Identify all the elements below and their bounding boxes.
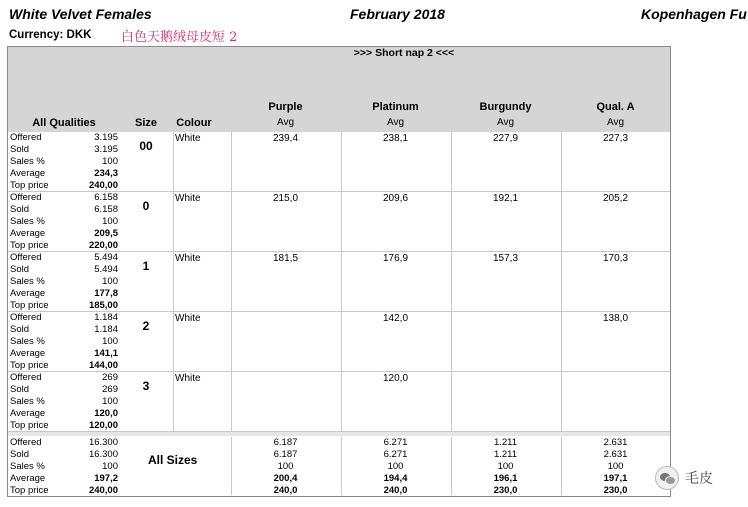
avg-price: 170,3 bbox=[602, 253, 629, 264]
stat-label: Average bbox=[10, 288, 46, 299]
total-value: 1.211 bbox=[493, 437, 518, 448]
stat-value: 100 bbox=[102, 156, 118, 167]
total-value: 2.631 bbox=[603, 437, 628, 448]
avg-subheader: Avg bbox=[496, 117, 515, 128]
stat-value: 177,8 bbox=[94, 288, 118, 299]
wechat-icon bbox=[655, 466, 679, 490]
stat-label: Sales % bbox=[10, 461, 45, 472]
avg-price: 205,2 bbox=[602, 193, 629, 204]
stat-value: 269 bbox=[102, 384, 118, 395]
stat-label: Average bbox=[10, 473, 46, 484]
stat-label: Top price bbox=[10, 300, 49, 311]
colour-value: White bbox=[175, 373, 201, 384]
avg-price: 238,1 bbox=[382, 133, 409, 144]
total-value: 100 bbox=[497, 461, 514, 472]
stat-label: Top price bbox=[10, 485, 49, 496]
total-column bbox=[451, 437, 560, 497]
stat-value: 3.195 bbox=[94, 144, 118, 155]
stat-value: 269 bbox=[102, 372, 118, 383]
stat-value: 100 bbox=[102, 336, 118, 347]
avg-subheader: Avg bbox=[606, 117, 625, 128]
stat-value: 1.184 bbox=[94, 312, 118, 323]
column-divider bbox=[341, 132, 342, 432]
stat-value: 209,5 bbox=[94, 228, 118, 239]
total-value: 6.271 bbox=[383, 449, 408, 460]
auction-house: Kopenhagen Fu bbox=[641, 6, 747, 22]
grade-header: Burgundy bbox=[479, 101, 532, 113]
stat-value: 120,0 bbox=[94, 408, 118, 419]
stat-label: Offered bbox=[10, 192, 42, 203]
all-sizes-label: All Sizes bbox=[148, 453, 198, 467]
stat-value: 141,1 bbox=[94, 348, 118, 359]
stat-label: Average bbox=[10, 408, 46, 419]
stat-label: Offered bbox=[10, 312, 42, 323]
total-column bbox=[341, 437, 450, 497]
stat-label: Average bbox=[10, 348, 46, 359]
avg-price: 120,0 bbox=[382, 373, 409, 384]
watermark bbox=[655, 466, 713, 490]
table-row bbox=[8, 192, 670, 252]
size-value: 1 bbox=[142, 259, 150, 273]
stat-value: 6.158 bbox=[94, 192, 118, 203]
stat-label: Sold bbox=[10, 264, 30, 275]
stat-value: 185,00 bbox=[88, 300, 118, 311]
stat-label: Sales % bbox=[10, 276, 45, 287]
table-row bbox=[8, 372, 670, 432]
total-value: 240,0 bbox=[273, 485, 298, 496]
stat-label: Top price bbox=[10, 240, 49, 251]
stat-label: Top price bbox=[10, 360, 49, 371]
column-divider bbox=[561, 437, 562, 495]
stat-label: Sales % bbox=[10, 396, 45, 407]
avg-price: 215,0 bbox=[272, 193, 299, 204]
stat-label: Sales % bbox=[10, 336, 45, 347]
column-divider bbox=[231, 437, 232, 495]
size-value: 00 bbox=[139, 139, 153, 153]
grade-header: Platinum bbox=[372, 101, 419, 113]
total-value: 240,0 bbox=[383, 485, 408, 496]
total-value: 196,1 bbox=[493, 473, 518, 484]
avg-price: 239,4 bbox=[272, 133, 299, 144]
stat-value: 100 bbox=[102, 216, 118, 227]
colour-value: White bbox=[175, 193, 201, 204]
stat-value: 5.494 bbox=[94, 252, 118, 263]
colour-value: White bbox=[175, 313, 201, 324]
chinese-annotation: 白色天鹅绒母皮短 2 bbox=[121, 30, 238, 45]
column-divider bbox=[341, 437, 342, 495]
total-column bbox=[561, 437, 670, 497]
column-divider bbox=[231, 132, 232, 432]
stat-value: 234,3 bbox=[94, 168, 118, 179]
stat-label: Sold bbox=[10, 144, 30, 155]
stat-value: 220,00 bbox=[88, 240, 118, 251]
total-value: 194,4 bbox=[383, 473, 408, 484]
avg-price: 157,3 bbox=[492, 253, 519, 264]
avg-price: 181,5 bbox=[272, 253, 299, 264]
total-value: 6.271 bbox=[383, 437, 408, 448]
total-value: 2.631 bbox=[603, 449, 628, 460]
total-value: 230,0 bbox=[603, 485, 628, 496]
stat-value: 16.300 bbox=[88, 437, 118, 448]
totals-separator bbox=[8, 432, 670, 436]
stat-label: Offered bbox=[10, 252, 42, 263]
stat-value: 240,00 bbox=[88, 180, 118, 191]
stat-label: Sold bbox=[10, 324, 30, 335]
stat-label: Sold bbox=[10, 449, 30, 460]
stat-label: Sold bbox=[10, 204, 30, 215]
stat-value: 144,00 bbox=[88, 360, 118, 371]
total-value: 6.187 bbox=[273, 449, 298, 460]
report-date: February 2018 bbox=[350, 6, 445, 22]
stat-label: Average bbox=[10, 228, 46, 239]
stat-label: Offered bbox=[10, 437, 42, 448]
stat-value: 197,2 bbox=[94, 473, 118, 484]
total-value: 100 bbox=[277, 461, 294, 472]
total-value: 200,4 bbox=[273, 473, 298, 484]
price-table bbox=[7, 46, 671, 497]
stat-value: 1.184 bbox=[94, 324, 118, 335]
report-title: White Velvet Females bbox=[9, 6, 152, 22]
avg-price: 209,6 bbox=[382, 193, 409, 204]
colour-value: White bbox=[175, 253, 201, 264]
stat-value: 3.195 bbox=[94, 132, 118, 143]
stat-value: 16.300 bbox=[88, 449, 118, 460]
table-row bbox=[8, 312, 670, 372]
colour-value: White bbox=[175, 133, 201, 144]
column-divider bbox=[173, 132, 174, 432]
stat-label: Offered bbox=[10, 132, 42, 143]
stat-label: Top price bbox=[10, 420, 49, 431]
stat-label: Sold bbox=[10, 384, 30, 395]
total-value: 1.211 bbox=[493, 449, 518, 460]
stat-value: 6.158 bbox=[94, 204, 118, 215]
watermark-text: 毛皮 bbox=[685, 470, 713, 486]
stat-value: 100 bbox=[102, 396, 118, 407]
column-divider bbox=[561, 132, 562, 432]
avg-price: 142,0 bbox=[382, 313, 409, 324]
stat-value: 240,00 bbox=[88, 485, 118, 496]
size-header: Size bbox=[134, 117, 157, 129]
stat-value: 5.494 bbox=[94, 264, 118, 275]
total-value: 100 bbox=[607, 461, 624, 472]
total-column bbox=[231, 437, 340, 497]
total-value: 197,1 bbox=[603, 473, 628, 484]
totals-row bbox=[8, 437, 670, 497]
section-title: >>> Short nap 2 <<< bbox=[353, 47, 455, 59]
avg-subheader: Avg bbox=[276, 117, 295, 128]
all-qualities-header: All Qualities bbox=[32, 117, 96, 129]
stat-label: Offered bbox=[10, 372, 42, 383]
total-value: 6.187 bbox=[273, 437, 298, 448]
size-value: 2 bbox=[142, 319, 150, 333]
avg-price: 227,9 bbox=[492, 133, 519, 144]
avg-price: 192,1 bbox=[492, 193, 519, 204]
stat-value: 100 bbox=[102, 276, 118, 287]
total-value: 100 bbox=[387, 461, 404, 472]
stat-value: 100 bbox=[102, 461, 118, 472]
grade-header: Purple bbox=[268, 101, 303, 113]
avg-price: 176,9 bbox=[382, 253, 409, 264]
column-divider bbox=[451, 132, 452, 432]
grade-header: Qual. A bbox=[596, 101, 635, 113]
total-value: 230,0 bbox=[493, 485, 518, 496]
stat-value: 120,00 bbox=[88, 420, 118, 431]
currency-label: Currency: DKK bbox=[9, 29, 92, 41]
size-value: 3 bbox=[142, 379, 150, 393]
avg-price: 138,0 bbox=[602, 313, 629, 324]
table-row bbox=[8, 252, 670, 312]
size-value: 0 bbox=[142, 199, 150, 213]
avg-price: 227,3 bbox=[602, 133, 629, 144]
avg-subheader: Avg bbox=[386, 117, 405, 128]
stat-label: Sales % bbox=[10, 216, 45, 227]
stat-label: Average bbox=[10, 168, 46, 179]
colour-header: Colour bbox=[176, 117, 212, 129]
column-divider bbox=[451, 437, 452, 495]
stat-label: Sales % bbox=[10, 156, 45, 167]
stat-label: Top price bbox=[10, 180, 49, 191]
table-row bbox=[8, 132, 670, 192]
